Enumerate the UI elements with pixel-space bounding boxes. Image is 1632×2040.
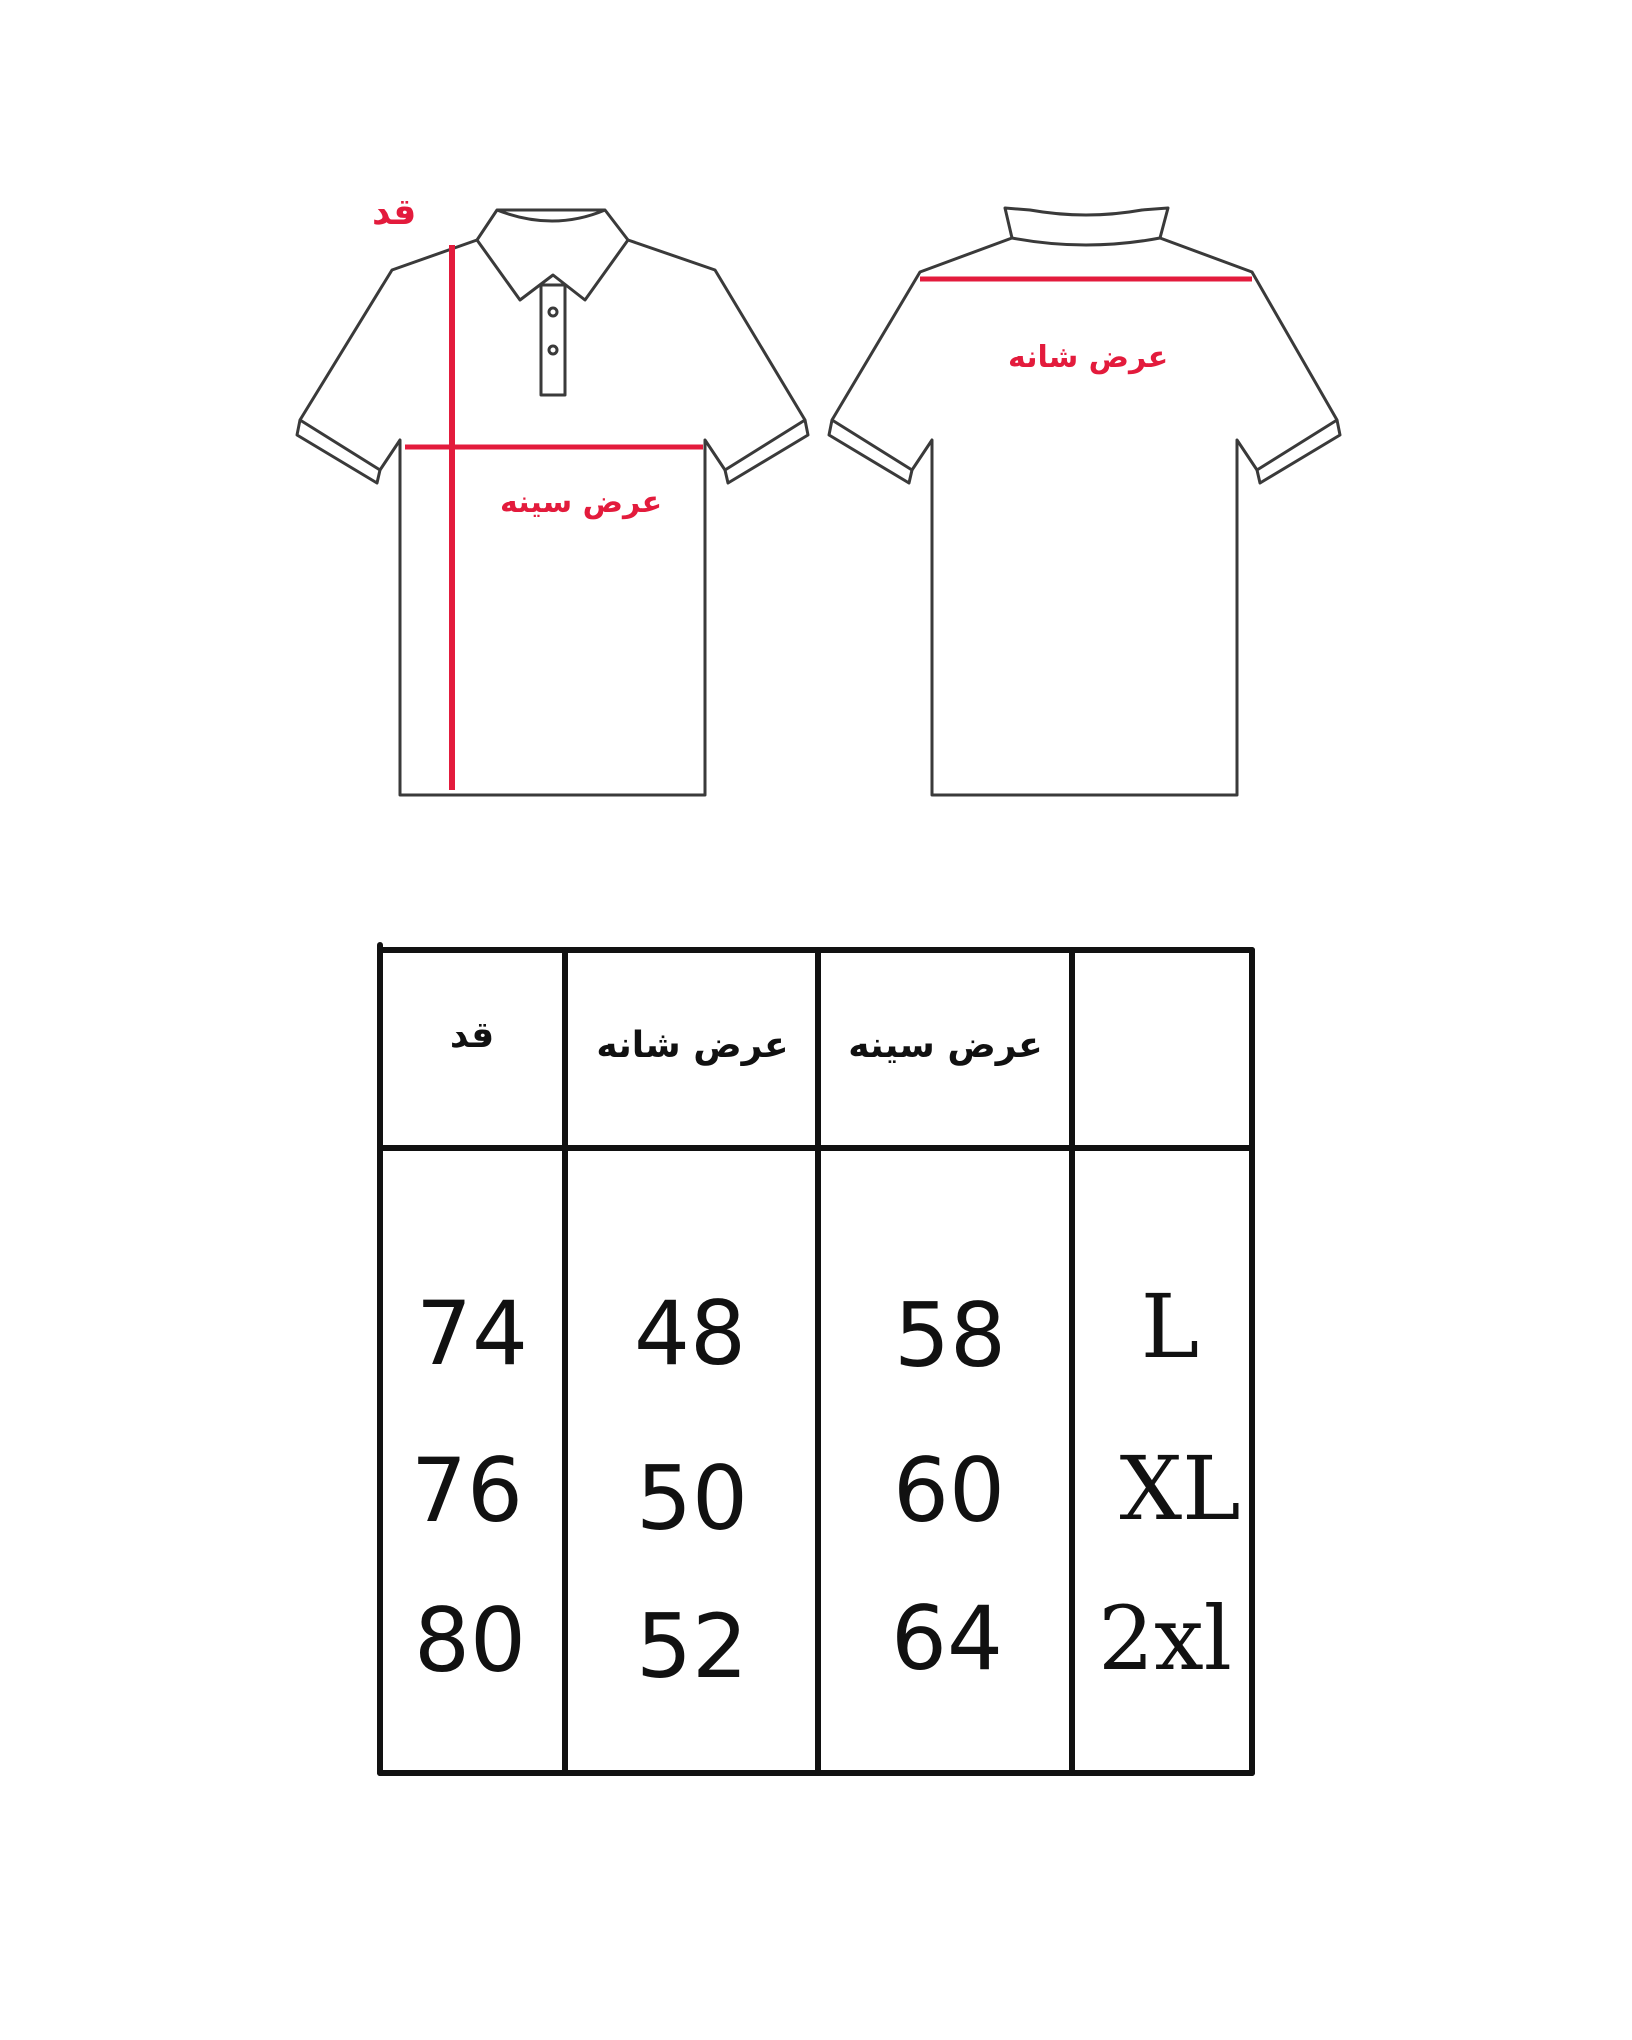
header-chest-width: عرض سینه: [848, 1025, 1043, 1066]
shirt-diagram: [0, 0, 1632, 830]
cell-chest-row2: 60: [893, 1439, 1005, 1542]
cell-size-row1: L: [1140, 1275, 1200, 1378]
length-label: قد: [372, 192, 417, 233]
header-shoulder-width: عرض شانه: [596, 1025, 789, 1066]
cell-size-row2: XL: [1119, 1437, 1241, 1540]
back-shirt-outline: [829, 208, 1340, 795]
cell-length-row2: 76: [411, 1439, 523, 1542]
cell-length-row3: 80: [414, 1589, 526, 1692]
header-length: قد: [449, 1015, 495, 1056]
cell-shoulder-row1: 48: [634, 1282, 746, 1385]
shoulder-width-label: عرض شانه: [1008, 340, 1169, 375]
cell-shoulder-row3: 52: [636, 1595, 748, 1698]
cell-chest-row1: 58: [894, 1284, 1006, 1387]
cell-length-row1: 74: [416, 1282, 528, 1385]
cell-shoulder-row2: 50: [636, 1447, 748, 1550]
cell-chest-row3: 64: [891, 1587, 1003, 1690]
chest-width-label: عرض سینه: [500, 485, 663, 520]
cell-size-row3: 2xl: [1098, 1587, 1232, 1690]
